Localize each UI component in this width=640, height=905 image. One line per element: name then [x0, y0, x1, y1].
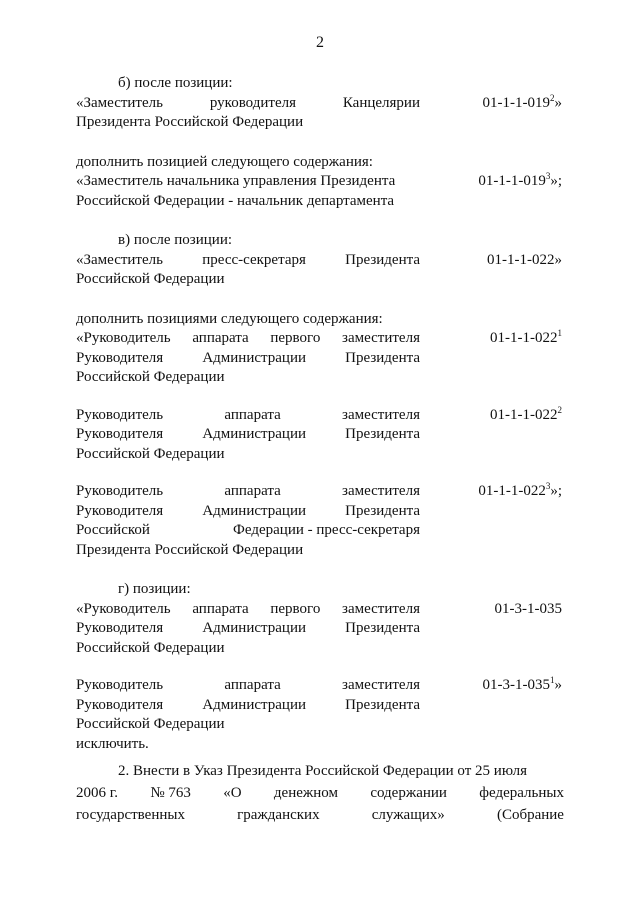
- section-b-add-intro: дополнить позицией следующего содержания:: [76, 153, 373, 170]
- section-g-position-1: «Руководитель аппарата первого заместителя Руководителя Администрации Президента Российской Федерации 01-3-1-035: [76, 600, 562, 656]
- section-g-intro: г) позиции:: [118, 581, 191, 597]
- section-g-position-2: Руководитель аппарата заместителя Руководителя Администрации Президента Российской Федерации исключить. $01-3-1-035^1$»: [76, 676, 564, 754]
- position-code: $01-1-1-019^2$»: [482, 92, 562, 111]
- position-code: $01-1-1-022^2$: [490, 404, 562, 423]
- section-v-new-position-1: «Руководитель аппарата первого заместителя Руководителя Администрации Президента Российской Федерации $01-1-1-022^1$: [76, 328, 562, 385]
- section-v-position: «Заместитель пресс-секретаря Президента Российской Федерации 01-1-1-022»: [76, 251, 562, 287]
- section-b-intro: б) после позиции:: [118, 75, 233, 91]
- page-number: 2: [316, 34, 324, 51]
- section-v-new-position-3: Руководитель аппарата заместителя Руководителя Администрации Президента Российской Федерации - пресс-секретаря Президента Российской Федерации $01-1-1-022^3$»;: [76, 481, 562, 558]
- section-b-new-position: «Заместитель начальника управления Президента Российской Федерации - начальник департамента $01-1-1-019^3$»;: [76, 171, 562, 209]
- section-v-add-intro: дополнить позициями следующего содержания:: [76, 310, 383, 327]
- document-body: [76, 74, 564, 826]
- position-code: 01-3-1-035: [494, 600, 562, 617]
- section-b-position: «Заместитель руководителя Канцелярии Президента Российской Федерации $01-1-1-019^2$»: [76, 92, 562, 130]
- section-v-new-position-2: Руководитель аппарата заместителя Руководителя Администрации Президента Российской Федерации $01-1-1-022^2$: [76, 404, 562, 462]
- position-code: $01-1-1-022^1$: [490, 328, 562, 346]
- section-v-intro: в) после позиции:: [118, 232, 233, 248]
- position-code: $01-3-1-035^1$»: [482, 675, 562, 693]
- position-line-1: «Заместитель пресс-секретаря Президента: [76, 251, 420, 268]
- exclude-note: исключить.: [76, 735, 149, 752]
- position-code: $01-1-1-019^3$»;: [478, 171, 562, 189]
- item-2-paragraph: 2. Внести в Указ Президента Российской Федерации от 25 июля 2006 г. № 763 «О денежном содержании федеральных государственных гражданских служащих» (Собрание: [76, 763, 564, 823]
- position-line-1: «Заместитель руководителя Канцелярии: [76, 94, 420, 111]
- position-code: 01-1-1-022»: [487, 251, 562, 268]
- position-code: $01-1-1-022^3$»;: [478, 481, 562, 499]
